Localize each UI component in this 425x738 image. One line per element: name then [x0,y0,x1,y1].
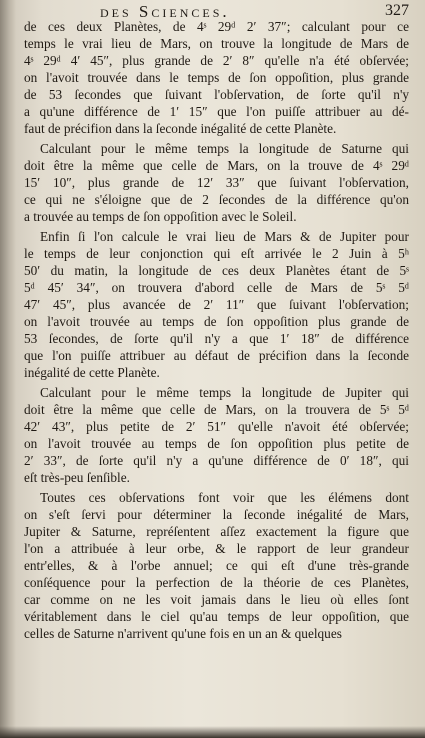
text-line: 53 ſecondes, de ſorte qu'il n'y a que 1′ 18″ de différence [24,331,409,346]
text-line: ce qui ne s'éloigne que de 2 ſecondes de la différence qu'on [24,192,409,207]
page-number: 327 [385,2,409,19]
text-line: 47′ 45″, plus avancée de 2′ 11″ que ſuivant l'obſervation; [24,297,409,312]
text-line: le temps de leur conjonction qui eſt arrivée le 2 Juin à 5ʰ [24,246,409,261]
text-line: doit être la même que celle de Mars, on la trouve de 4ˢ 29ᵈ [24,158,409,173]
text-line: 42′ 43″, plus petite de 2′ 51″ qu'elle n'avoit été obſervée; [24,419,409,434]
paragraph [24,228,409,381]
paragraph [24,384,409,486]
text-line: car comme on ne les voit jamais dans le lieu où elles ſont [24,592,409,607]
text-line: inégalité de cette Planète. [24,365,160,380]
paragraph [24,140,409,225]
body-text [24,18,409,642]
text-line: Calculant pour le même temps la longitude de Saturne qui [40,141,409,156]
text-line: a trouvée au temps de ſon oppoſition avec le Soleil. [24,209,297,224]
text-line: 2′ 33″, de ſorte qu'il n'y a qu'une différence de 0′ 18″, qui [24,453,409,468]
text-line: de 53 ſecondes que ſuivant l'obſervation, de ſorte qu'il n'y [24,87,409,102]
text-line: on s'eſt ſervi pour déterminer la ſeconde inégalité de Mars, [24,507,409,522]
text-line: on l'avoit trouvée au temps de ſon oppoſition plus petite de [24,436,409,451]
text-line: a qu'une différence de 1′ 15″ que l'on puiſſe attribuer au dé- [24,104,409,119]
page-bottom-shadow [0,726,425,738]
text-line: Calculant pour le même temps la longitude de Jupiter qui [40,385,409,400]
page-gutter-shadow [0,0,16,738]
text-line: Toutes ces obſervations font voir que les élémens dont [40,490,409,505]
text-line: de ces deux Planètes, de 4ˢ 29ᵈ 2′ 37″; calculant pour ce [24,19,409,34]
text-line: celles de Saturne n'arrivent qu'une fois en un an & quelques [24,626,342,641]
text-line: eſt très-peu ſenſible. [24,470,130,485]
text-line: l'on a attribuée à leur orbe, & le rapport de leur grandeur [24,541,409,556]
paragraph [24,18,409,137]
text-line: véritablement dans le ciel qu'au temps de leur oppoſition, que [24,609,409,624]
text-line: entr'elles, & à l'orbe annuel; ce qui eſt d'une très-grande [24,558,409,573]
paragraph [24,489,409,642]
text-line: Enfin ſi l'on calcule le vrai lieu de Mars & de Jupiter pour [40,229,409,244]
running-head: des Sciences. [100,2,230,21]
text-line: 15′ 10″, plus grande de 12′ 33″ que ſuivant l'obſervation, [24,175,409,190]
text-line: conſéquence pour la perfection de la théorie de ces Planètes, [24,575,409,590]
text-line: 50′ du matin, la longitude de ces deux Planètes étant de 5ˢ [24,263,409,278]
text-line: 4ˢ 29ᵈ 4′ 45″, plus grande de 2′ 8″ qu'elle n'a été obſervée; [24,53,409,68]
text-line: faut de précifion dans la ſeconde inégalité de cette Planète. [24,121,337,136]
text-line: on l'avoit trouvée au temps de ſon oppoſition plus grande de [24,314,409,329]
text-line: que l'on puiſſe attribuer au défaut de précifion dans la ſeconde [24,348,409,363]
text-line: on l'avoit trouvée dans le temps de ſon oppoſition, plus grande [24,70,409,85]
text-line: doit être la même que celle de Mars, on la trouvera de 5ˢ 5ᵈ [24,402,409,417]
text-line: Jupiter & Saturne, repréſentent aſſez exactement la figure que [24,524,409,539]
text-line: temps le vrai lieu de Mars, on trouve la longitude de Mars de [24,36,409,51]
text-line: 5ᵈ 45′ 34″, on trouvera d'abord celle de Mars de 5ˢ 5ᵈ [24,280,409,295]
